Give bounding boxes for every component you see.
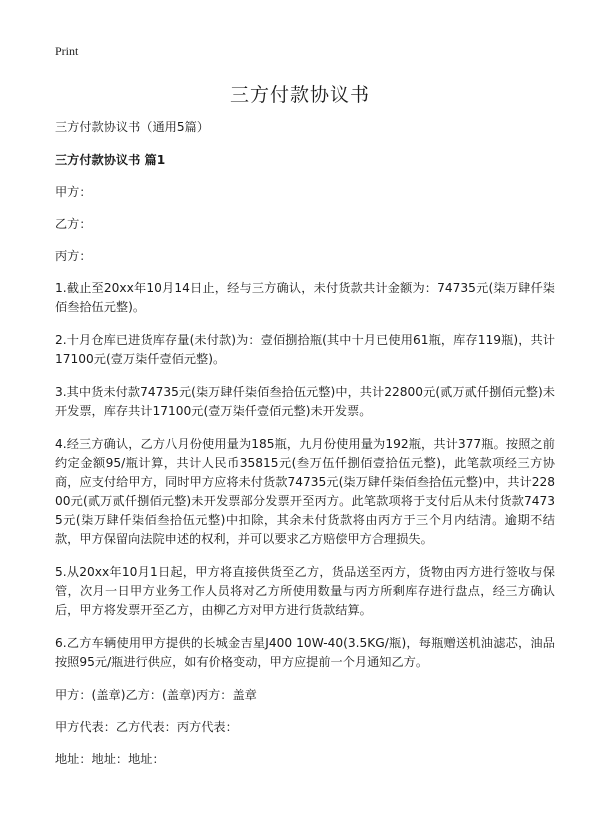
print-link[interactable]: Print — [55, 44, 79, 58]
party-b-field: 乙方： — [55, 217, 92, 231]
party-a-field: 甲方： — [55, 185, 92, 199]
clause-5: 5.从20xx年10月1日起，甲方将直接供货至乙方，货品送至丙方，货物由丙方进行签收与保管，次月一日甲方业务工作人员将对乙方所使用数量与丙方所剩库存进行盘点，经三方确认后，甲方将发票开至乙方，由柳乙方对甲方进行货款结算。 — [55, 565, 555, 617]
document-subtitle: 三方付款协议书（通用5篇） — [55, 120, 210, 134]
document-title: 三方付款协议书 — [229, 84, 370, 106]
clause-2: 2.十月仓库已进货库存量(未付款)为：壹佰捌拾瓶(其中十月已使用61瓶，库存119瓶)，共计17100元(壹万柒仟壹佰元整)。 — [55, 333, 555, 366]
clause-6: 6.乙方车辆使用甲方提供的长城金吉星J400 10W-40(3.5KG/瓶)，每瓶赠送机油滤芯，油品按照95元/瓶进行供应，如有价格变动，甲方应提前一个月通知乙方。 — [55, 636, 555, 669]
section-heading: 三方付款协议书 篇1 — [55, 153, 166, 167]
document-body — [55, 118, 555, 782]
representatives-line: 甲方代表：乙方代表：丙方代表： — [55, 720, 238, 734]
clause-1: 1.截止至20xx年10月14日止，经与三方确认，未付货款共计金额为：74735元(柒万肆仟柒佰叁拾伍元整)。 — [55, 281, 555, 314]
clause-3: 3.其中货未付款74735元(柒万肆仟柒佰叁拾伍元整)中，共计22800元(贰万贰仟捌佰元整)未开发票，库存共计17100元(壹万柒仟壹佰元整)未开发票。 — [55, 385, 555, 418]
party-c-field: 丙方： — [55, 249, 92, 263]
signature-line: 甲方：(盖章)乙方：(盖章)丙方：盖章 — [55, 688, 257, 702]
address-line: 地址：地址：地址： — [55, 752, 165, 766]
clause-4: 4.经三方确认，乙方八月份使用量为185瓶，九月份使用量为192瓶，共计377瓶。按照之前约定金额95/瓶计算，共计人民币35815元(叁万伍仟捌佰壹拾伍元整)，此笔款项经三方协商，应支付给甲方，同时甲方应将未付货款74735元(柒万肆仟柒佰叁拾伍元整)中，共计22800元(贰万贰仟捌佰元整)未开发票部分发票开至丙方。此笔款项将于支付后从未付货款74735元(柒万肆仟柒佰叁拾伍元整)中扣除，其余未付货款将由丙方于三个月内结清。逾期不结款，甲方保留向法院申述的权利，并可以要求乙方赔偿甲方合理损失。 — [55, 437, 555, 546]
